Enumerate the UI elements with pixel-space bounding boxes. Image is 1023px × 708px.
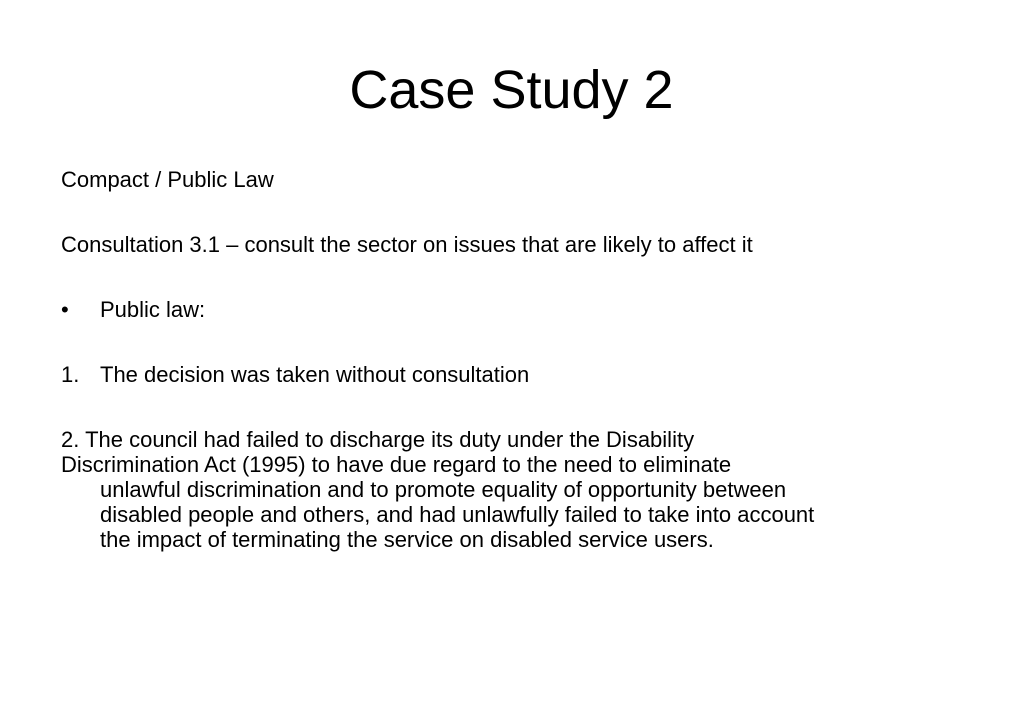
consultation-line: Consultation 3.1 – consult the sector on issues that are likely to affect it (61, 232, 753, 257)
item-1-text: The decision was taken without consultation (100, 362, 530, 387)
item-2-line-5: the impact of terminating the service on disabled service users. (100, 527, 714, 552)
heading-line: Compact / Public Law (61, 167, 274, 192)
bullet-item (61, 297, 961, 323)
numbered-item-1 (61, 362, 961, 388)
bullet-marker: • (61, 297, 69, 322)
numbered-item-2 (61, 427, 961, 552)
item-2-line-4: disabled people and others, and had unlawfully failed to take into account (100, 502, 815, 527)
slide-title: Case Study 2 (349, 60, 674, 120)
item-1-marker: 1. (61, 362, 80, 387)
item-2-line-1: 2. The council had failed to discharge its duty under the Disability (61, 427, 695, 452)
slide-body (61, 167, 961, 552)
item-2-line-3: unlawful discrimination and to promote equality of opportunity between (100, 477, 787, 502)
bullet-text: Public law: (100, 297, 206, 322)
item-2-line-2: Discrimination Act (1995) to have due regard to the need to eliminate (61, 452, 732, 477)
